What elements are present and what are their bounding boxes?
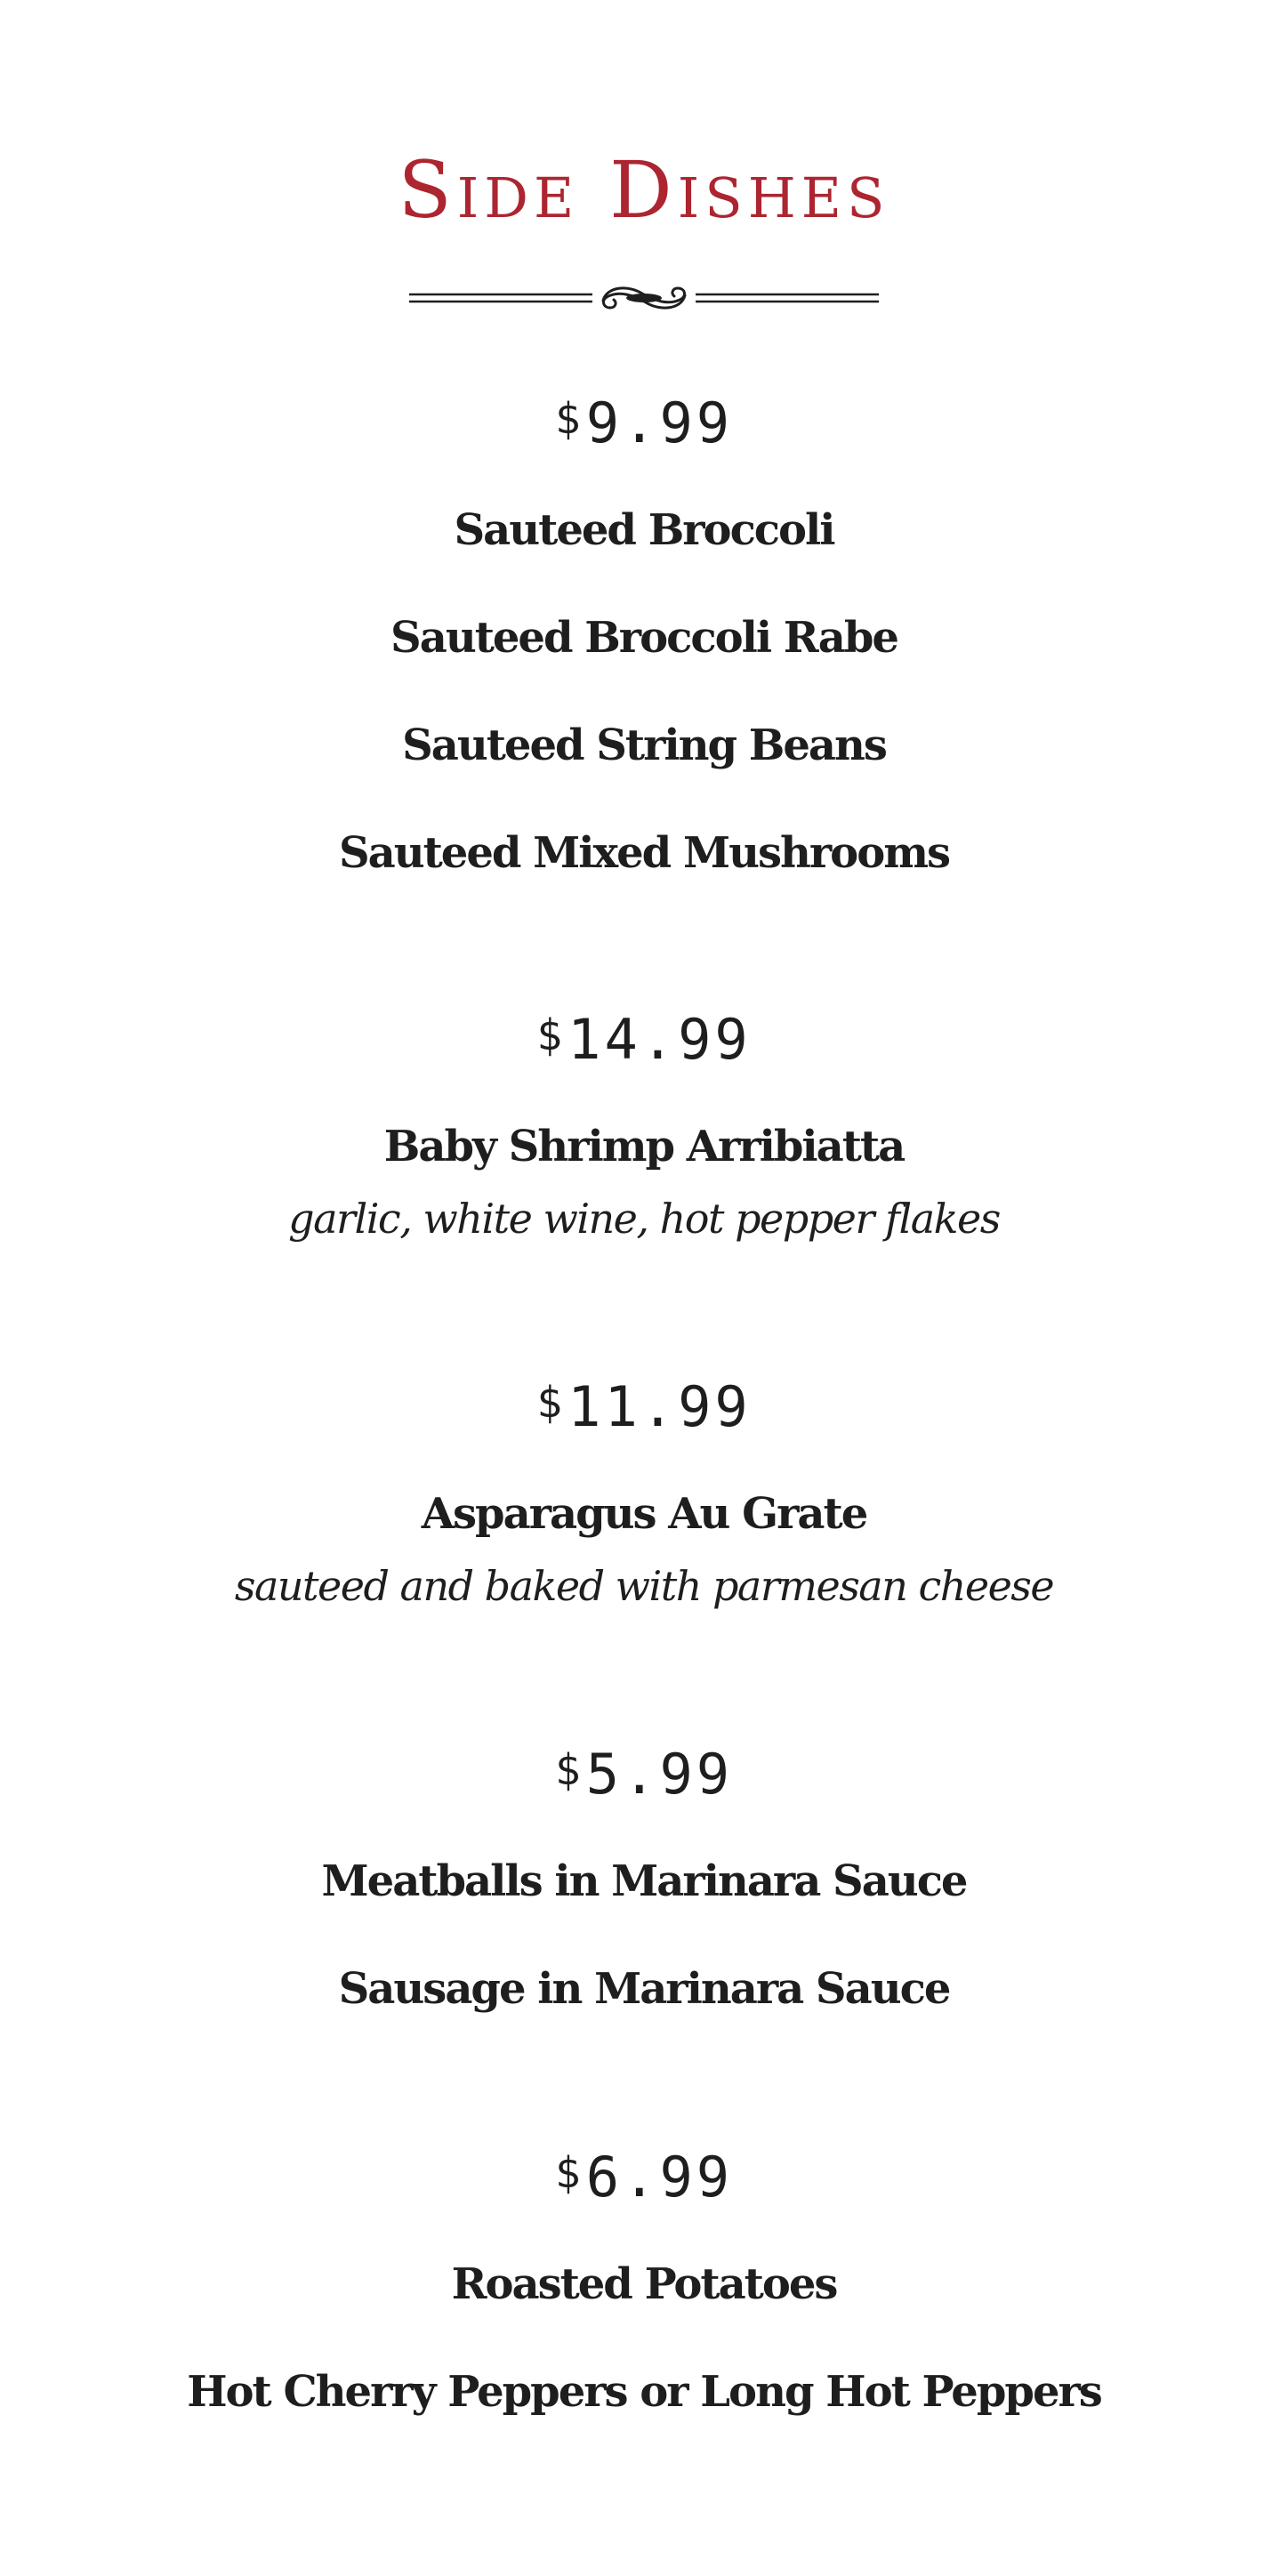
menu-item-description: garlic, white wine, hot pepper flakes xyxy=(288,1195,1000,1243)
menu-item-name: Asparagus Au Grate xyxy=(421,1489,867,1539)
menu-item-name: Baby Shrimp Arribiatta xyxy=(383,1122,905,1171)
price-value: 9.99 xyxy=(585,390,734,455)
menu-title: Side Dishes xyxy=(398,144,890,236)
section-price xyxy=(0,1007,1288,1072)
price-value: 6.99 xyxy=(585,2145,734,2210)
menu-item-name: Sauteed String Beans xyxy=(402,720,886,770)
menu-item-name: Sausage in Marinara Sauce xyxy=(338,1964,950,2014)
section-price xyxy=(0,2145,1288,2210)
menu-item-name: Sauteed Mixed Mushrooms xyxy=(338,828,950,878)
menu-item-description: sauteed and baked with parmesan cheese xyxy=(234,1562,1054,1610)
currency-symbol: $ xyxy=(536,1378,567,1428)
menu-item-name: Roasted Potatoes xyxy=(451,2259,837,2309)
price-value: 11.99 xyxy=(568,1374,752,1439)
menu-item-name: Meatballs in Marinara Sauce xyxy=(321,1856,967,1906)
section-price xyxy=(0,390,1288,455)
currency-symbol: $ xyxy=(554,2148,584,2198)
currency-symbol: $ xyxy=(554,1745,584,1795)
menu-item-name: Sauteed Broccoli Rabe xyxy=(390,613,898,663)
menu-item-name: Sauteed Broccoli xyxy=(454,505,834,555)
price-value: 5.99 xyxy=(585,1742,734,1807)
section-price xyxy=(0,1374,1288,1439)
section-price xyxy=(0,1742,1288,1807)
price-value: 14.99 xyxy=(568,1007,752,1072)
currency-symbol: $ xyxy=(554,394,584,444)
currency-symbol: $ xyxy=(536,1010,567,1060)
scroll-flourish-icon xyxy=(409,279,879,317)
menu-item-name: Hot Cherry Peppers or Long Hot Peppers xyxy=(187,2367,1101,2417)
